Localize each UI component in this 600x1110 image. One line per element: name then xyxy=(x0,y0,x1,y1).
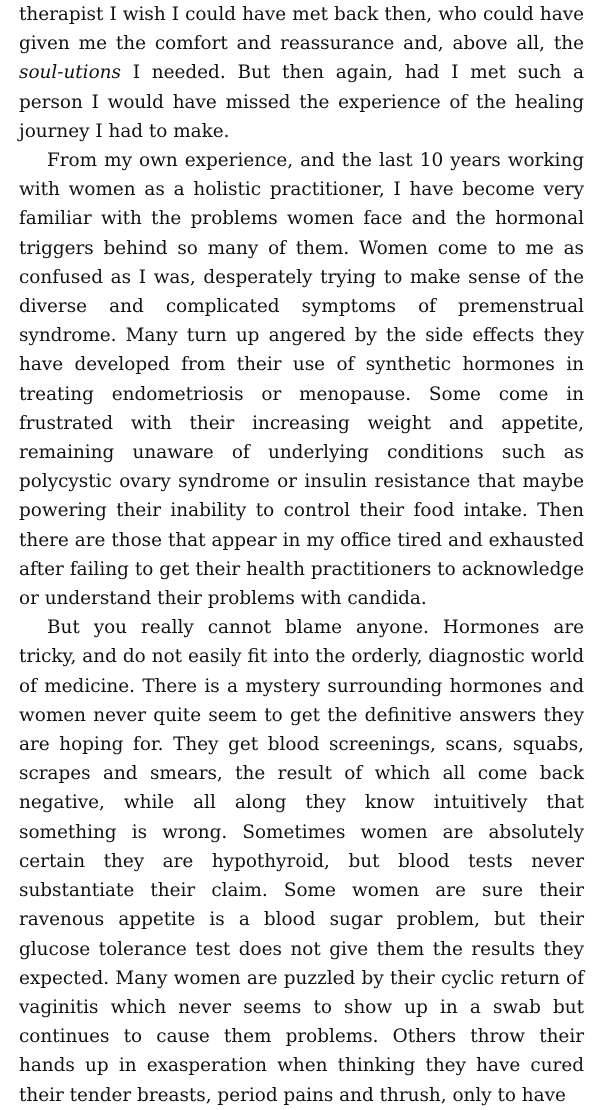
document-page xyxy=(19,0,584,1110)
paragraph-1-text-b: I needed. But then again, had I met such a person I would have missed the experience of the healing journey I had to make. xyxy=(19,62,584,142)
paragraph-3 xyxy=(19,613,584,1109)
paragraph-1-italic-term: soul-utions xyxy=(19,62,121,84)
paragraph-2 xyxy=(19,146,584,613)
paragraph-1 xyxy=(19,0,584,146)
paragraph-2-text: From my own experience, and the last 10 years working with women as a holistic practitioner, I have become very familiar with the problems women face and the hormonal triggers behind so many of them. Women come to me as confused as I was, desperately trying to make sense of the diverse and complicated symptoms of premenstrual syndrome. Many turn up angered by the side effects they have developed from their use of synthetic hormones in treating endometriosis or menopause. Some come in frustrated with their increasing weight and appetite, remaining unaware of underlying conditions such as polycystic ovary syndrome or insulin resistance that maybe powering their inability to control their food intake. Then there are those that appear in my office tired and exhausted after failing to get their health practitioners to acknowledge or understand their problems with candida. xyxy=(19,150,584,610)
paragraph-3-text: But you really cannot blame anyone. Hormones are tricky, and do not easily fit into the orderly, diagnostic world of medicine. There is a mystery surrounding hormones and women never quite seem to get the definitive answers they are hoping for. They get blood screenings, scans, squabs, scrapes and smears, the result of which all come back negative, while all along they know intuitively that something is wrong. Sometimes women are absolutely certain they are hypothyroid, but blood tests never substantiate their claim. Some women are sure their ravenous appetite is a blood sugar problem, but their glucose tolerance test does not give them the results they expected. Many women are puzzled by their cyclic return of vaginitis which never seems to show up in a swab but continues to cause them problems. Others throw their hands up in exasperation when thinking they have cured their tender breasts, period pains and thrush, only to have xyxy=(19,617,584,1106)
paragraph-1-text-a: therapist I wish I could have met back then, who could have given me the comfort and reassurance and, above all, the xyxy=(19,4,584,55)
